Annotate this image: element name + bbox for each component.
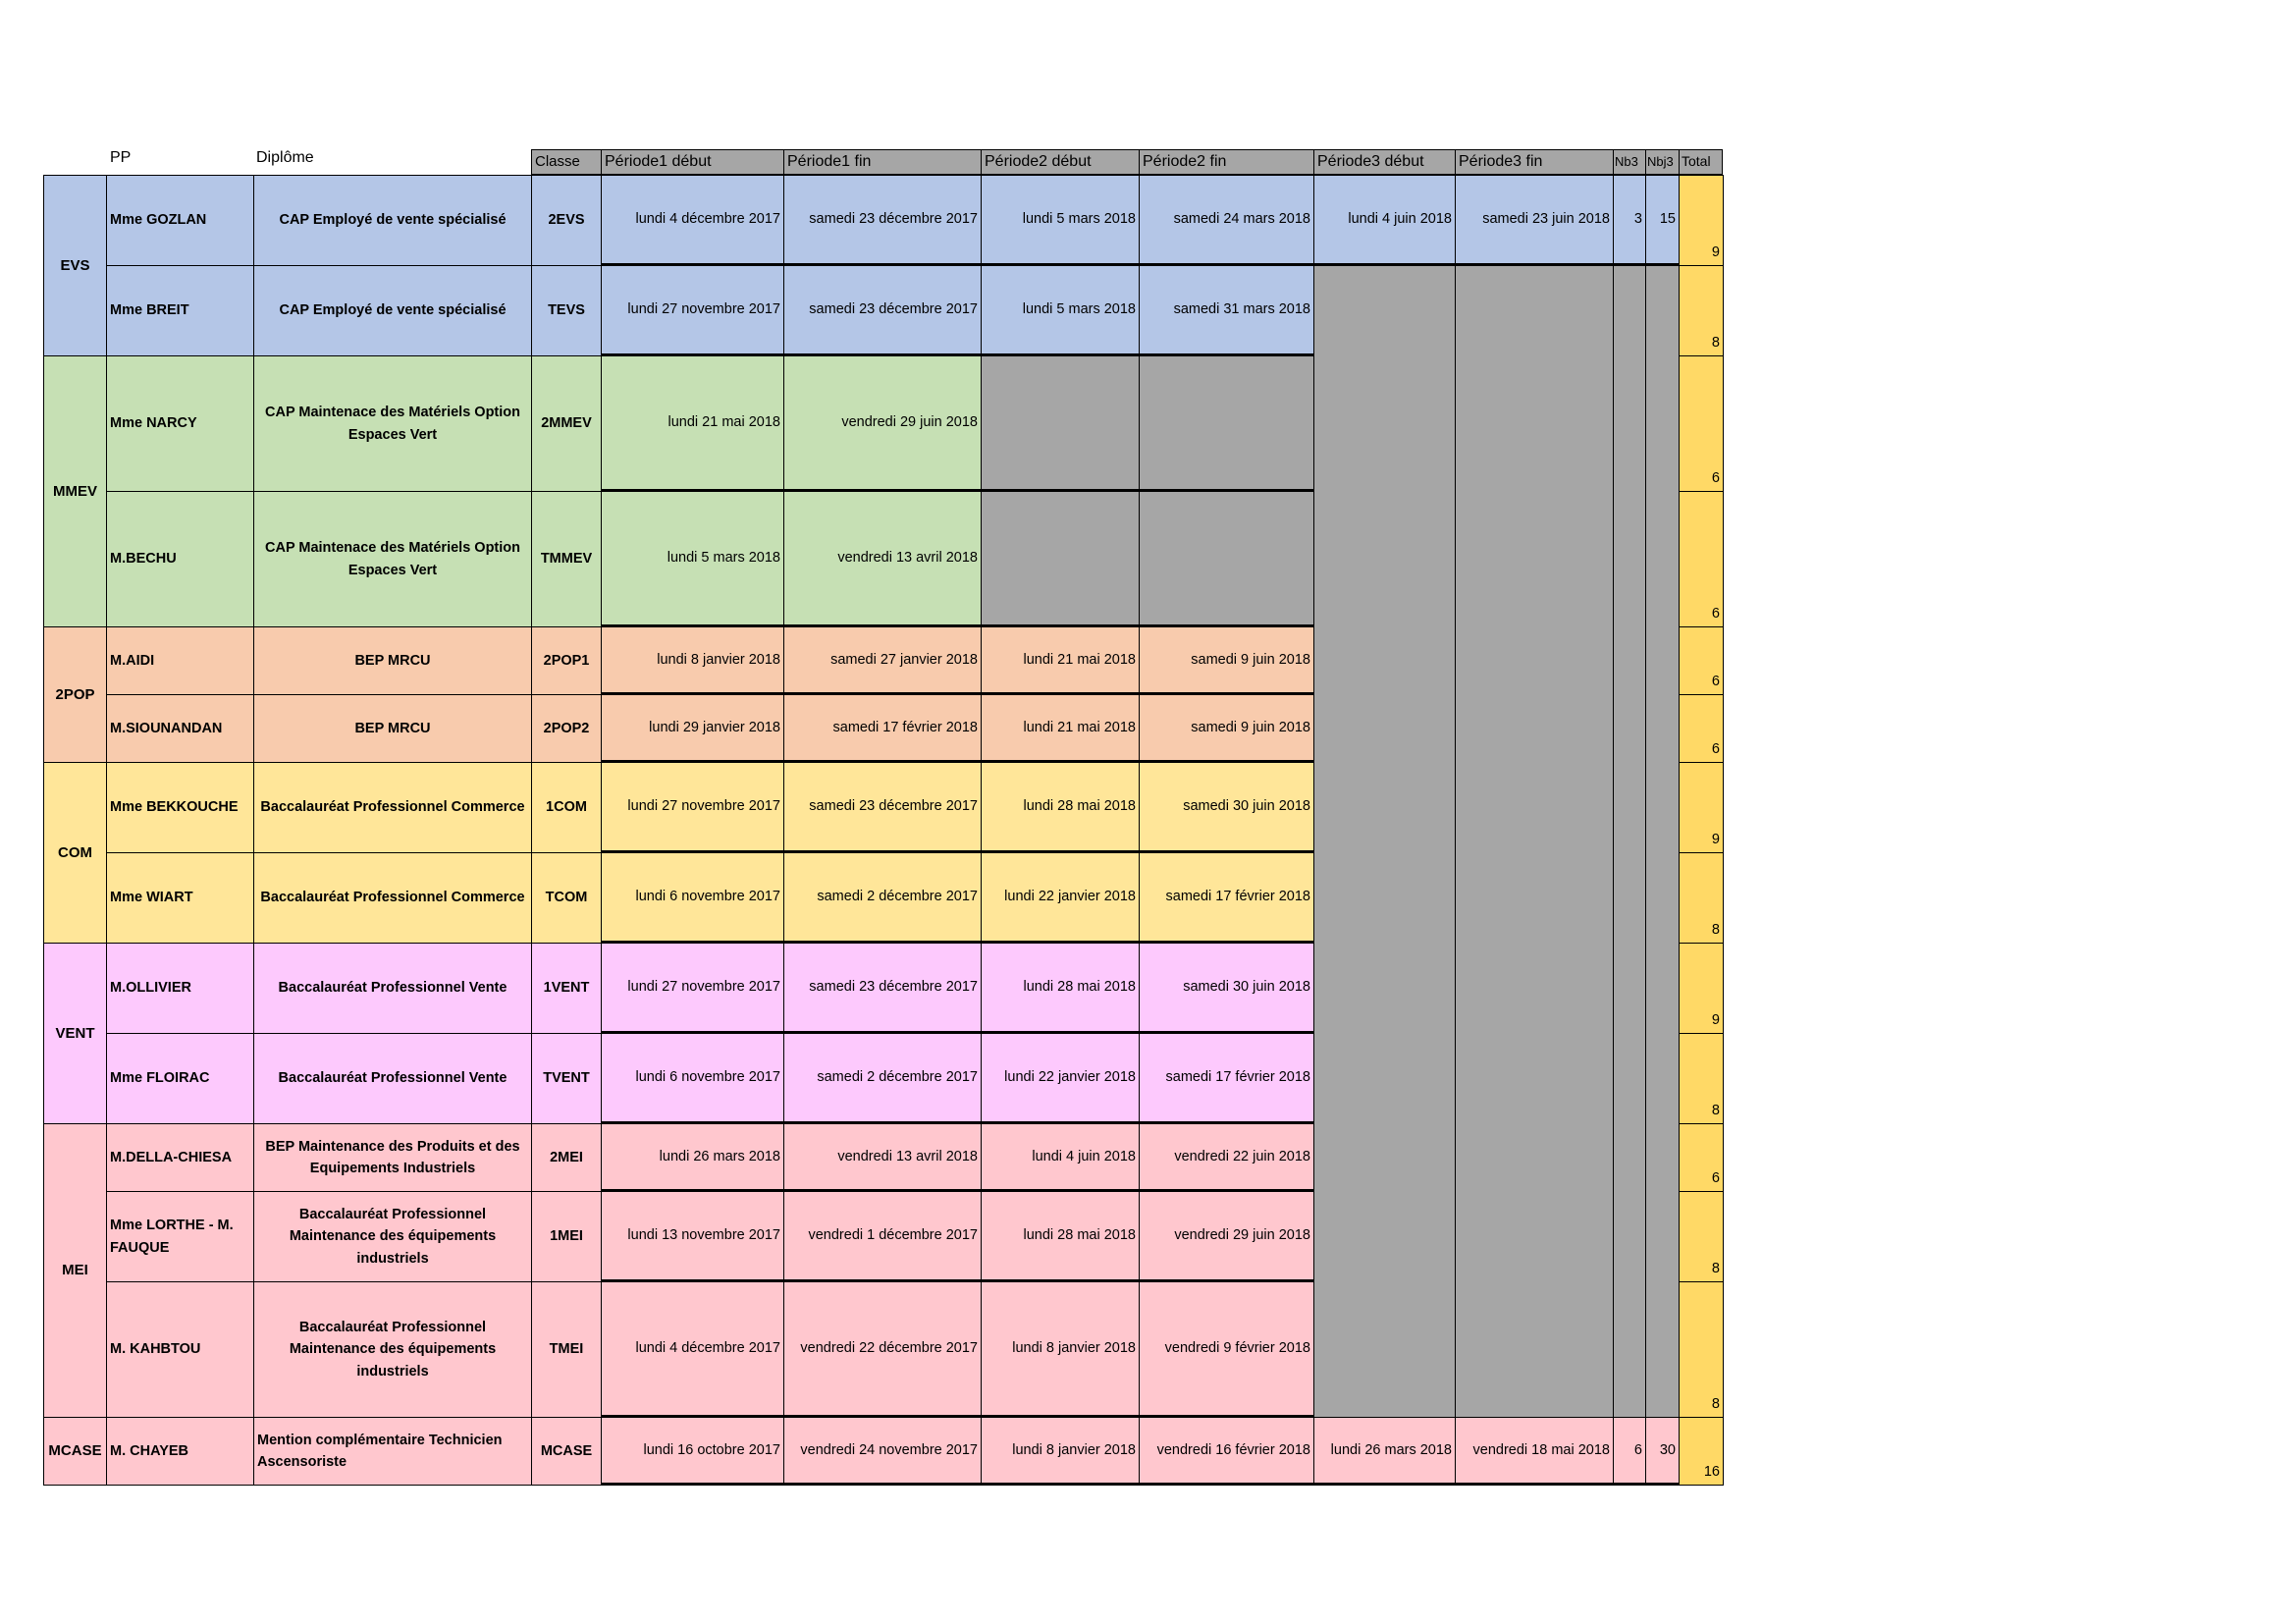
periode2-debut: lundi 28 mai 2018 — [981, 1191, 1140, 1282]
header-periode1-fin: Période1 fin — [783, 149, 982, 175]
periode1-fin: samedi 27 janvier 2018 — [783, 626, 982, 695]
periode2-fin: vendredi 29 juin 2018 — [1139, 1191, 1314, 1282]
periode1-debut: lundi 27 novembre 2017 — [601, 762, 784, 853]
header-total: Total — [1679, 149, 1723, 175]
classe-code: TMEI — [531, 1281, 602, 1418]
diplome-name: BEP Maintenance des Produits et des Equipements Industriels — [253, 1123, 532, 1192]
periode1-debut: lundi 4 décembre 2017 — [601, 175, 784, 266]
periode2-fin: samedi 17 février 2018 — [1139, 1033, 1314, 1124]
periode3-fin-empty — [1455, 265, 1614, 1418]
total-value: 8 — [1679, 1281, 1724, 1418]
periode2-fin: samedi 31 mars 2018 — [1139, 265, 1314, 356]
header-periode2-fin: Période2 fin — [1139, 149, 1314, 175]
total-value: 8 — [1679, 1191, 1724, 1282]
periode2-debut-empty — [981, 491, 1140, 627]
periode1-debut: lundi 5 mars 2018 — [601, 491, 784, 627]
periode2-debut: lundi 22 janvier 2018 — [981, 852, 1140, 944]
nbj3-value: 30 — [1645, 1417, 1680, 1486]
header-periode3-debut: Période3 début — [1313, 149, 1456, 175]
total-value: 6 — [1679, 491, 1724, 627]
pp-name: M.OLLIVIER — [106, 943, 254, 1034]
periode3-fin: samedi 23 juin 2018 — [1455, 175, 1614, 266]
periode1-fin: samedi 2 décembre 2017 — [783, 852, 982, 944]
total-value: 6 — [1679, 694, 1724, 763]
classe-code: 2MEI — [531, 1123, 602, 1192]
group-label: 2POP — [43, 626, 107, 763]
header-nbj3: Nbj3 — [1645, 149, 1680, 175]
periode1-fin: vendredi 24 novembre 2017 — [783, 1417, 982, 1486]
periode1-fin: samedi 23 décembre 2017 — [783, 943, 982, 1034]
pp-name: Mme LORTHE - M. FAUQUE — [106, 1191, 254, 1282]
periode1-debut: lundi 4 décembre 2017 — [601, 1281, 784, 1418]
periode2-debut: lundi 5 mars 2018 — [981, 265, 1140, 356]
nb3-value: 3 — [1613, 175, 1646, 266]
pp-name: M. CHAYEB — [106, 1417, 254, 1486]
periode1-debut: lundi 29 janvier 2018 — [601, 694, 784, 763]
diplome-name: Mention complémentaire Technicien Ascensoriste — [253, 1417, 532, 1486]
header-nb3: Nb3 — [1613, 149, 1646, 175]
pp-name: Mme NARCY — [106, 355, 254, 492]
periode2-fin: samedi 9 juin 2018 — [1139, 626, 1314, 695]
pp-name: M. KAHBTOU — [106, 1281, 254, 1418]
diplome-name: Baccalauréat Professionnel Commerce — [253, 852, 532, 944]
classe-code: MCASE — [531, 1417, 602, 1486]
classe-code: 2POP2 — [531, 694, 602, 763]
header-periode2-debut: Période2 début — [981, 149, 1140, 175]
header-pp: PP — [110, 149, 132, 166]
periode1-fin: samedi 23 décembre 2017 — [783, 175, 982, 266]
total-value: 6 — [1679, 1123, 1724, 1192]
classe-code: 2POP1 — [531, 626, 602, 695]
nbj3-empty — [1645, 265, 1680, 1418]
periode1-fin: vendredi 13 avril 2018 — [783, 491, 982, 627]
total-value: 6 — [1679, 626, 1724, 695]
periode2-debut: lundi 4 juin 2018 — [981, 1123, 1140, 1192]
group-label: MCASE — [43, 1417, 107, 1486]
periode1-fin: vendredi 22 décembre 2017 — [783, 1281, 982, 1418]
periode1-debut: lundi 16 octobre 2017 — [601, 1417, 784, 1486]
periode2-fin: samedi 9 juin 2018 — [1139, 694, 1314, 763]
periode3-debut-empty — [1313, 265, 1456, 1418]
periode2-fin: samedi 24 mars 2018 — [1139, 175, 1314, 266]
periode2-debut: lundi 22 janvier 2018 — [981, 1033, 1140, 1124]
pp-name: Mme GOZLAN — [106, 175, 254, 266]
header-diplome: Diplôme — [256, 149, 314, 166]
periode1-debut: lundi 27 novembre 2017 — [601, 265, 784, 356]
periode1-debut: lundi 8 janvier 2018 — [601, 626, 784, 695]
nbj3-value: 15 — [1645, 175, 1680, 266]
classe-code: 1MEI — [531, 1191, 602, 1282]
pp-name: Mme WIART — [106, 852, 254, 944]
periode2-debut-empty — [981, 355, 1140, 492]
periode2-debut: lundi 21 mai 2018 — [981, 626, 1140, 695]
diplome-name: Baccalauréat Professionnel Vente — [253, 1033, 532, 1124]
periode1-debut: lundi 21 mai 2018 — [601, 355, 784, 492]
periode2-fin-empty — [1139, 355, 1314, 492]
periode1-fin: samedi 23 décembre 2017 — [783, 762, 982, 853]
nb3-value: 6 — [1613, 1417, 1646, 1486]
periode3-debut: lundi 4 juin 2018 — [1313, 175, 1456, 266]
diplome-name: Baccalauréat Professionnel Commerce — [253, 762, 532, 853]
classe-code: 2EVS — [531, 175, 602, 266]
periode2-fin: vendredi 16 février 2018 — [1139, 1417, 1314, 1486]
periode2-debut: lundi 8 janvier 2018 — [981, 1281, 1140, 1418]
classe-code: TCOM — [531, 852, 602, 944]
periode1-fin: vendredi 29 juin 2018 — [783, 355, 982, 492]
periode1-debut: lundi 13 novembre 2017 — [601, 1191, 784, 1282]
pp-name: M.BECHU — [106, 491, 254, 627]
pp-name: M.AIDI — [106, 626, 254, 695]
diplome-name: Baccalauréat Professionnel Maintenance des équipements industriels — [253, 1191, 532, 1282]
pp-name: M.SIOUNANDAN — [106, 694, 254, 763]
classe-code: 2MMEV — [531, 355, 602, 492]
periode3-fin: vendredi 18 mai 2018 — [1455, 1417, 1614, 1486]
periode2-fin: samedi 17 février 2018 — [1139, 852, 1314, 944]
classe-code: TVENT — [531, 1033, 602, 1124]
diplome-name: CAP Employé de vente spécialisé — [253, 265, 532, 356]
total-value: 9 — [1679, 943, 1724, 1034]
periode1-debut: lundi 6 novembre 2017 — [601, 1033, 784, 1124]
diplome-name: BEP MRCU — [253, 626, 532, 695]
pp-name: Mme BEKKOUCHE — [106, 762, 254, 853]
periode2-fin: samedi 30 juin 2018 — [1139, 762, 1314, 853]
group-label: VENT — [43, 943, 107, 1124]
group-label: MMEV — [43, 355, 107, 627]
periode1-fin: samedi 2 décembre 2017 — [783, 1033, 982, 1124]
total-value: 8 — [1679, 852, 1724, 944]
pp-name: Mme FLOIRAC — [106, 1033, 254, 1124]
periode2-debut: lundi 28 mai 2018 — [981, 943, 1140, 1034]
periode2-debut: lundi 5 mars 2018 — [981, 175, 1140, 266]
periode1-fin: vendredi 13 avril 2018 — [783, 1123, 982, 1192]
periode1-debut: lundi 26 mars 2018 — [601, 1123, 784, 1192]
header-periode1-debut: Période1 début — [601, 149, 784, 175]
pp-name: Mme BREIT — [106, 265, 254, 356]
classe-code: 1COM — [531, 762, 602, 853]
total-value: 9 — [1679, 175, 1724, 266]
periode1-debut: lundi 6 novembre 2017 — [601, 852, 784, 944]
periode3-debut: lundi 26 mars 2018 — [1313, 1417, 1456, 1486]
diplome-name: CAP Maintenace des Matériels Option Espaces Vert — [253, 355, 532, 492]
periode1-fin: samedi 23 décembre 2017 — [783, 265, 982, 356]
classe-code: TEVS — [531, 265, 602, 356]
diplome-name: BEP MRCU — [253, 694, 532, 763]
periode2-fin: vendredi 22 juin 2018 — [1139, 1123, 1314, 1192]
periode2-fin-empty — [1139, 491, 1314, 627]
periode1-fin: samedi 17 février 2018 — [783, 694, 982, 763]
total-value: 8 — [1679, 1033, 1724, 1124]
total-value: 8 — [1679, 265, 1724, 356]
header-periode3-fin: Période3 fin — [1455, 149, 1614, 175]
periode2-fin: samedi 30 juin 2018 — [1139, 943, 1314, 1034]
periode2-debut: lundi 8 janvier 2018 — [981, 1417, 1140, 1486]
group-label: EVS — [43, 175, 107, 356]
diplome-name: Baccalauréat Professionnel Vente — [253, 943, 532, 1034]
periode1-fin: vendredi 1 décembre 2017 — [783, 1191, 982, 1282]
diplome-name: Baccalauréat Professionnel Maintenance des équipements industriels — [253, 1281, 532, 1418]
nb3-empty — [1613, 265, 1646, 1418]
periode2-fin: vendredi 9 février 2018 — [1139, 1281, 1314, 1418]
group-label: MEI — [43, 1123, 107, 1418]
total-value: 9 — [1679, 762, 1724, 853]
diplome-name: CAP Maintenace des Matériels Option Espaces Vert — [253, 491, 532, 627]
periode2-debut: lundi 21 mai 2018 — [981, 694, 1140, 763]
total-value: 6 — [1679, 355, 1724, 492]
total-value: 16 — [1679, 1417, 1724, 1486]
classe-code: 1VENT — [531, 943, 602, 1034]
periode1-debut: lundi 27 novembre 2017 — [601, 943, 784, 1034]
group-label: COM — [43, 762, 107, 944]
pp-name: M.DELLA-CHIESA — [106, 1123, 254, 1192]
periode2-debut: lundi 28 mai 2018 — [981, 762, 1140, 853]
header-classe: Classe — [531, 149, 602, 175]
classe-code: TMMEV — [531, 491, 602, 627]
diplome-name: CAP Employé de vente spécialisé — [253, 175, 532, 266]
